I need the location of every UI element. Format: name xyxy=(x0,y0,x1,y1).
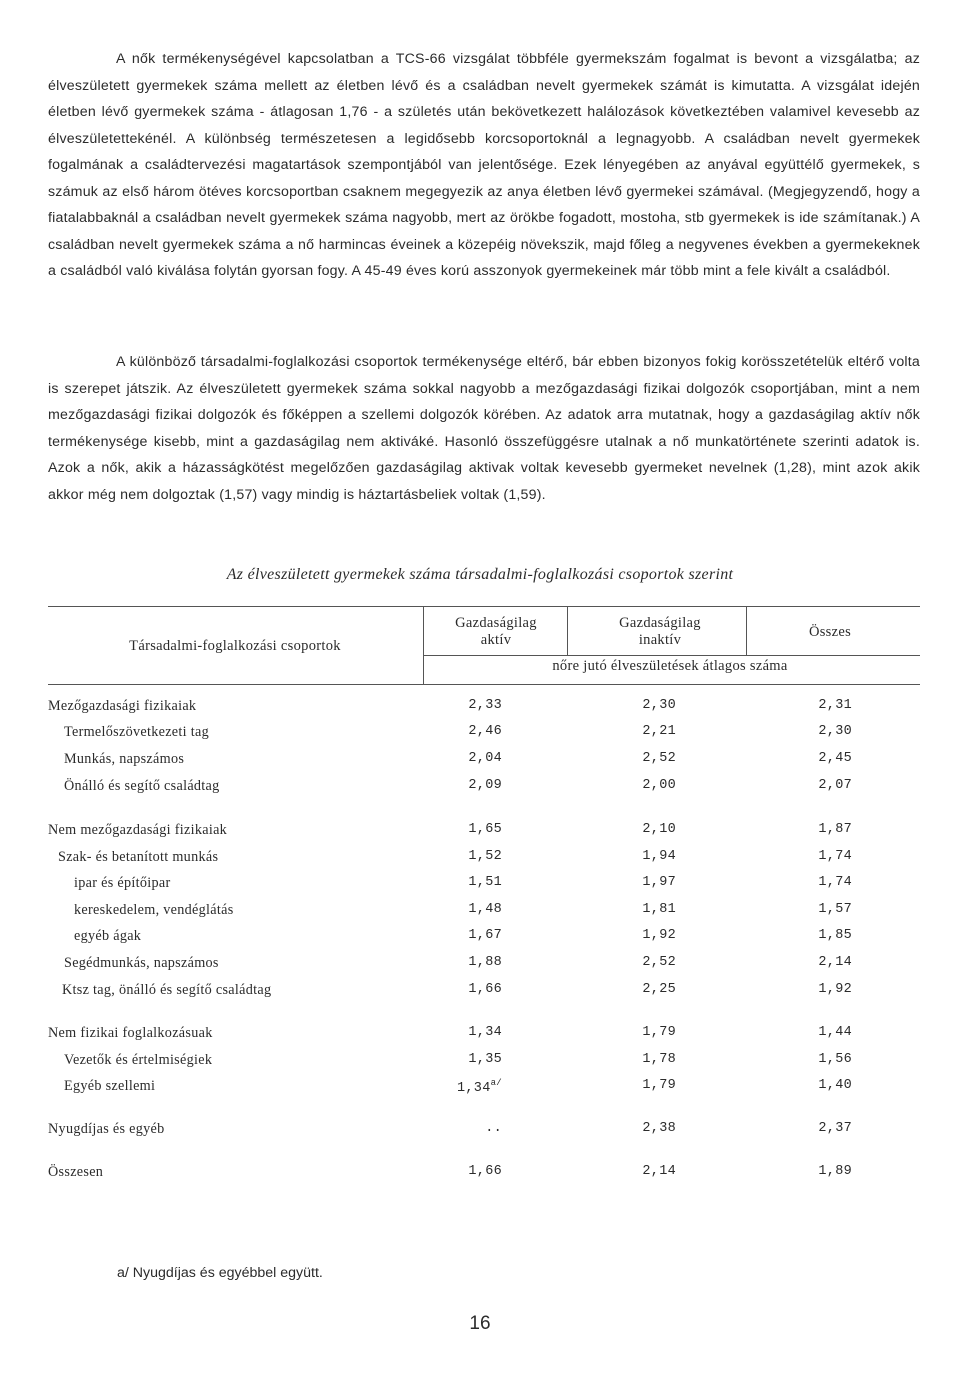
cell-inactive: 2,14 xyxy=(642,1164,676,1179)
row-label: Nem fizikai foglalkozásuak xyxy=(48,1025,213,1041)
table-row xyxy=(0,1025,960,1045)
paragraph-text: A különböző társadalmi-foglalkozási csoportok termékenysége eltérő, bár ebben bizonyos fokig korösszetételük eltérő volta is szerepet játszik. Az élveszületett gyermekek száma sokkal nagyobb a mezőgazdasági fizikai dolgozók csoportjában, mint a nem mezőgazdasági fizikai dolgozók és főképpen a szellemi dolgozók körében. Az adatok arra mutatnak, hogy a gazdaságilag aktív nők termékenysége kisebb, mint a gazdaságilag nem aktiváké. Hasonló összefüggésre utalnak a nő munkatörténete szerinti adatok is. Azok a nők, akik a házasságkötést megelőzően gazdaságilag aktivak voltak kevesebb gyermeket nevelnek (1,28), mint azok akik akkor még nem dolgoztak (1,57) vagy mindig is háztartásbeliek voltak (1,59). xyxy=(48,354,920,503)
cell-inactive: 1,81 xyxy=(642,902,676,917)
table-row xyxy=(0,822,960,842)
cell-inactive: 2,25 xyxy=(642,982,676,997)
header-total: Összes xyxy=(808,624,852,640)
row-label: Ktsz tag, önálló és segítő családtag xyxy=(62,982,272,998)
cell-total: 2,14 xyxy=(818,955,852,970)
row-label: Összesen xyxy=(48,1164,104,1180)
table-row xyxy=(0,1078,960,1098)
table-row xyxy=(0,778,960,798)
cell-total: 1,87 xyxy=(818,822,852,837)
page-number: 16 xyxy=(469,1313,491,1334)
header-inactive: Gazdaságilag inaktív xyxy=(619,615,701,648)
cell-total: 1,57 xyxy=(818,902,852,917)
cell-inactive: 1,94 xyxy=(642,849,676,864)
cell-total: 2,37 xyxy=(818,1121,852,1136)
cell-total: 1,92 xyxy=(818,982,852,997)
cell-active: .. xyxy=(485,1121,502,1136)
row-label: Termelőszövetkezeti tag xyxy=(64,724,209,740)
footnote: a/ Nyugdíjas és egyébbel együtt. xyxy=(117,1265,323,1281)
cell-total: 2,31 xyxy=(818,698,852,713)
row-label: Szak- és betanított munkás xyxy=(58,849,219,865)
row-label: Segédmunkás, napszámos xyxy=(64,955,219,971)
cell-total: 1,74 xyxy=(818,875,852,890)
cell-inactive: 1,79 xyxy=(642,1078,676,1093)
cell-active: 1,34 xyxy=(468,1025,502,1040)
table-row xyxy=(0,1052,960,1072)
cell-active: 1,51 xyxy=(468,875,502,890)
header-active: Gazdaságilag aktív xyxy=(455,615,537,648)
table-caption: Az élveszületett gyermekek száma társadalmi-foglalkozási csoportok szerint xyxy=(226,566,734,583)
row-label: Egyéb szellemi xyxy=(64,1078,156,1094)
row-label: Nyugdíjas és egyéb xyxy=(48,1121,165,1137)
table-row xyxy=(0,875,960,895)
cell-value: 1,34 xyxy=(456,1081,491,1096)
cell-inactive: 2,00 xyxy=(642,778,676,793)
cell-active: 1,65 xyxy=(468,822,502,837)
table-row xyxy=(0,982,960,1002)
cell-active xyxy=(382,1078,502,1096)
cell-total: 2,07 xyxy=(818,778,852,793)
cell-inactive: 2,21 xyxy=(642,724,676,739)
table-row xyxy=(0,928,960,948)
footnote-marker: a/ xyxy=(490,1078,502,1088)
cell-inactive: 1,79 xyxy=(642,1025,676,1040)
paragraph-text: A nők termékenységével kapcsolatban a TCS-66 vizsgálat többféle gyermekszám fogalmat is bevont a vizsgálatba; az élveszületett gyermekek száma mellett az életben lévő és a családban nevelt gyermekek számát is kimutatta. A vizsgálat idején életben lévő gyermekek száma - átlagosan 1,76 - a születés után bekövetkezett halálozások következtében valamivel kevesebb az élveszületettekénél. A különbség természetesen a legidősebb korcsoportoknál a legnagyobb. A családban nevelt gyermekek fogalmának a családtervezési magatartások szempontjából van jelentősége. Ezek lényegében az anyával együttélő gyermekek, s számuk az első három ötéves korcsoportban csaknem megegyezik az anya életben lévő gyermekei számával. (Megjegyzendő, hogy a fiatalabbaknál a családban nevelt gyermekek száma nagyobb, mert az örökbe fogadott, mostoha, stb gyermekek is ide számítanak.) A családban nevelt gyermekek száma a nő harmincas éveinek a közepéig növekszik, majd főleg a negyvenes években a gyermekeknek a családból való kiválása folytán gyorsan fogy. A 45-49 éves korú asszonyok gyermekeinek már több mint a fele kivált a családból. xyxy=(48,51,920,279)
row-label: Nem mezőgazdasági fizikaiak xyxy=(48,822,228,838)
table-col-divider xyxy=(567,606,568,655)
row-label: Vezetők és értelmiségiek xyxy=(64,1052,213,1068)
cell-active: 1,52 xyxy=(468,849,502,864)
cell-total: 1,74 xyxy=(818,849,852,864)
header-unit: nőre jutó élveszületések átlagos száma xyxy=(552,658,788,674)
header-group-label: Társadalmi-foglalkozási csoportok xyxy=(129,638,341,654)
paragraph-fertility-measures xyxy=(48,46,920,285)
cell-total: 1,56 xyxy=(818,1052,852,1067)
row-label: Mezőgazdasági fizikaiak xyxy=(48,698,197,714)
cell-total: 1,89 xyxy=(818,1164,852,1179)
row-label: Önálló és segítő családtag xyxy=(64,778,220,794)
cell-inactive: 1,97 xyxy=(642,875,676,890)
table-row-total xyxy=(0,1164,960,1184)
cell-inactive: 1,78 xyxy=(642,1052,676,1067)
row-label: kereskedelem, vendéglátás xyxy=(74,902,234,918)
cell-inactive: 2,30 xyxy=(642,698,676,713)
cell-active: 2,46 xyxy=(468,724,502,739)
row-label: Munkás, napszámos xyxy=(64,751,185,767)
paragraph-social-groups xyxy=(48,349,920,508)
table-row xyxy=(0,751,960,771)
cell-active: 2,04 xyxy=(468,751,502,766)
table-row xyxy=(0,955,960,975)
cell-inactive: 2,38 xyxy=(642,1121,676,1136)
table-top-rule xyxy=(48,606,920,607)
cell-active: 2,09 xyxy=(468,778,502,793)
cell-inactive: 2,10 xyxy=(642,822,676,837)
cell-active: 1,88 xyxy=(468,955,502,970)
cell-active: 1,66 xyxy=(468,1164,502,1179)
cell-total: 1,40 xyxy=(818,1078,852,1093)
table-subheader-rule xyxy=(423,655,920,656)
table-col-divider xyxy=(746,606,747,655)
table-row xyxy=(0,1121,960,1141)
cell-active: 2,33 xyxy=(468,698,502,713)
cell-total: 1,85 xyxy=(818,928,852,943)
cell-total: 2,30 xyxy=(818,724,852,739)
cell-active: 1,35 xyxy=(468,1052,502,1067)
row-label: ipar és építőipar xyxy=(74,875,171,891)
table-row xyxy=(0,698,960,718)
cell-total: 1,44 xyxy=(818,1025,852,1040)
table-row xyxy=(0,902,960,922)
table-row xyxy=(0,724,960,744)
table-header-bottom-rule xyxy=(48,684,920,685)
table-row xyxy=(0,849,960,869)
cell-inactive: 2,52 xyxy=(642,955,676,970)
cell-inactive: 1,92 xyxy=(642,928,676,943)
cell-active: 1,48 xyxy=(468,902,502,917)
table-col-divider xyxy=(423,606,424,684)
cell-active: 1,67 xyxy=(468,928,502,943)
cell-total: 2,45 xyxy=(818,751,852,766)
row-label: egyéb ágak xyxy=(74,928,142,944)
cell-inactive: 2,52 xyxy=(642,751,676,766)
cell-active: 1,66 xyxy=(468,982,502,997)
